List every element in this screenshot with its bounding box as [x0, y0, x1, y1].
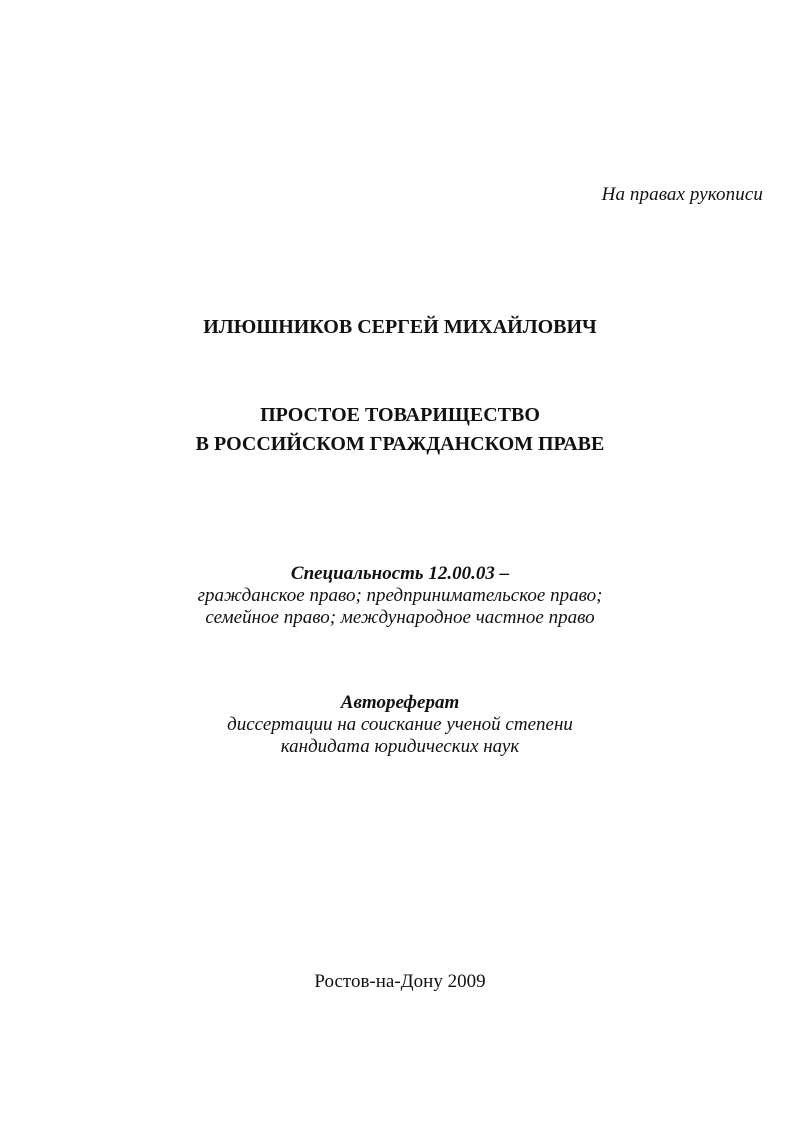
- dissertation-title: [0, 401, 800, 459]
- rights-note: На правах рукописи: [601, 184, 763, 205]
- abstract-line-3: кандидата юридических наук: [280, 736, 520, 757]
- abstract-heading: Автореферат: [340, 692, 460, 713]
- author-name: ИЛЮШНИКОВ СЕРГЕЙ МИХАЙЛОВИЧ: [203, 316, 597, 338]
- abstract-line-2: диссертации на соискание ученой степени: [227, 714, 573, 735]
- abstract-block: [0, 692, 800, 758]
- specialty-line-3: семейное право; международное частное право: [205, 607, 595, 628]
- title-line-2: В РОССИЙСКОМ ГРАЖДАНСКОМ ПРАВЕ: [195, 433, 605, 455]
- specialty-code: Специальность 12.00.03 –: [290, 563, 510, 584]
- title-line-1: ПРОСТОЕ ТОВАРИЩЕСТВО: [260, 404, 540, 426]
- specialty-line-2: гражданское право; предпринимательское право;: [197, 585, 603, 606]
- specialty-block: [0, 563, 800, 629]
- place-and-year: Ростов-на-Дону 2009: [314, 971, 486, 992]
